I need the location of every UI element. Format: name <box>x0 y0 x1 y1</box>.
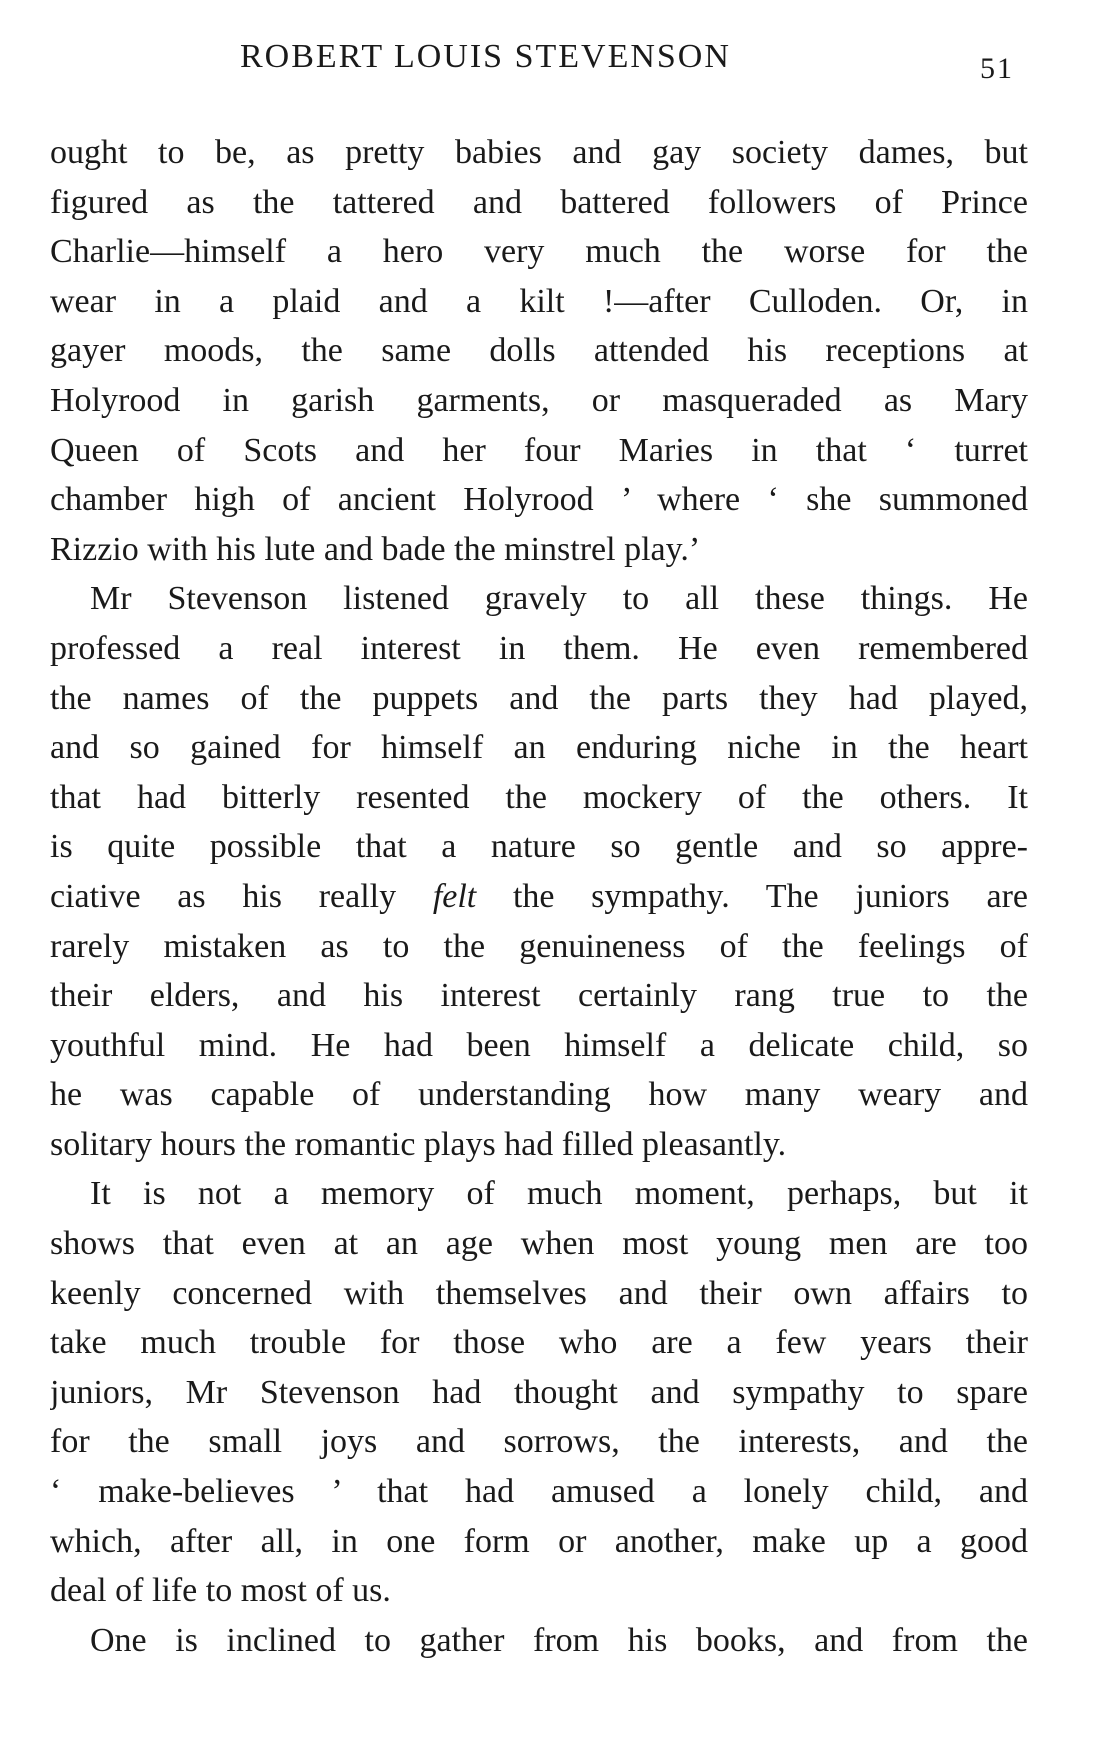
text-line: keenly concerned with themselves and their own affairs to <box>50 1274 1028 1312</box>
text-line: shows that even at an age when most young men are too <box>50 1225 1028 1263</box>
text-line-italic-felt: ciative as his really felt the sympathy. The juniors are <box>50 877 1028 915</box>
text-line: gayer moods, the same dolls attended his receptions at <box>50 332 1028 370</box>
text-line: juniors, Mr Stevenson had thought and sympathy to spare <box>50 1373 1028 1411</box>
text-line: chamber high of ancient Holyrood ’ where ‘ she summoned <box>50 481 1028 519</box>
paragraph-start-line: Mr Stevenson listened gravely to all these things. He <box>90 580 1028 618</box>
text-line: he was capable of understanding how many weary and <box>50 1076 1028 1114</box>
text-line: their elders, and his interest certainly rang true to the <box>50 977 1028 1015</box>
text-line: Queen of Scots and her four Maries in that ‘ turret <box>50 431 1028 469</box>
paragraph-start-line: It is not a memory of much moment, perhaps, but it <box>90 1175 1028 1213</box>
text-line: youthful mind. He had been himself a delicate child, so <box>50 1026 1028 1064</box>
text-line: is quite possible that a nature so gentle and so appre- <box>50 828 1028 866</box>
text-line: Holyrood in garish garments, or masqueraded as Mary <box>50 381 1028 419</box>
body-text <box>50 128 1028 1665</box>
text-line: wear in a plaid and a kilt !—after Culloden. Or, in <box>50 282 1028 320</box>
running-title: ROBERT LOUIS STEVENSON <box>240 38 731 75</box>
paragraph-end-line: Rizzio with his lute and bade the minstrel play.’ <box>50 530 701 568</box>
paragraph-end-line: solitary hours the romantic plays had filled pleasantly. <box>50 1125 787 1163</box>
running-head <box>0 38 1095 88</box>
page-number: 51 <box>980 52 1014 85</box>
text-line: rarely mistaken as to the genuineness of the feelings of <box>50 927 1028 965</box>
text-line: which, after all, in one form or another, make up a good <box>50 1522 1028 1560</box>
text-line: that had bitterly resented the mockery of the others. It <box>50 778 1028 816</box>
text-line: ‘ make-believes ’ that had amused a lonely child, and <box>50 1473 1028 1511</box>
text-line: figured as the tattered and battered followers of Prince <box>50 183 1028 221</box>
text-line: and so gained for himself an enduring niche in the heart <box>50 729 1028 767</box>
text-line: the names of the puppets and the parts they had played, <box>50 679 1028 717</box>
text-line: for the small joys and sorrows, the interests, and the <box>50 1423 1028 1461</box>
paragraph-start-line: One is inclined to gather from his books, and from the <box>90 1621 1028 1659</box>
text-line: professed a real interest in them. He even remembered <box>50 629 1028 667</box>
text-line: Charlie—himself a hero very much the worse for the <box>50 233 1028 271</box>
text-line: ought to be, as pretty babies and gay society dames, but <box>50 134 1028 171</box>
paragraph-end-line: deal of life to most of us. <box>50 1572 391 1610</box>
text-line: take much trouble for those who are a few years their <box>50 1324 1028 1362</box>
